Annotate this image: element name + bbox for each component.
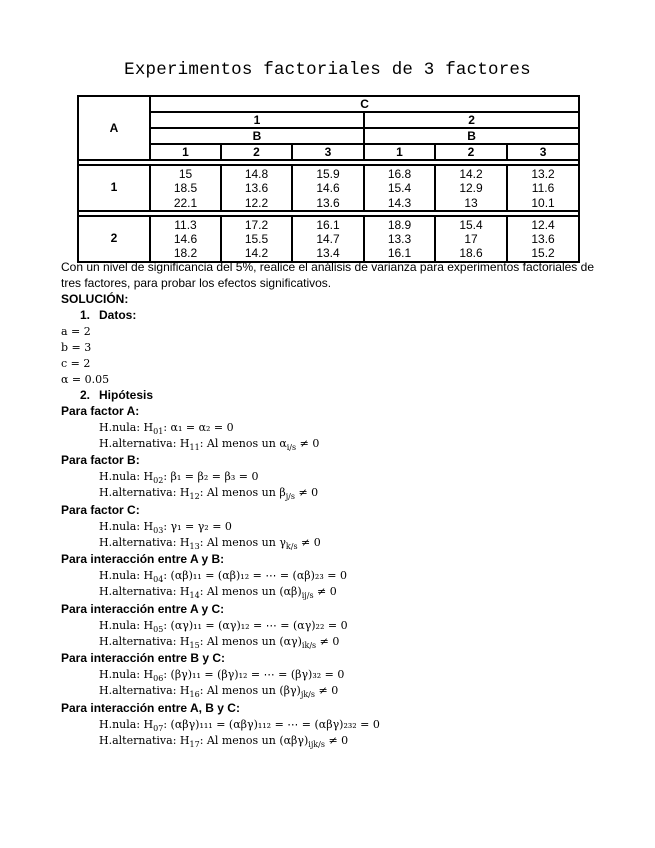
header-b-level: 3: [507, 144, 579, 160]
alternative-hypothesis: H.alternativa: $H_{11}$: Al menos un $\alpha_{i/s} \ne 0$: [99, 437, 320, 453]
data-cell: 14.8 13.6 12.2: [221, 165, 292, 211]
datos-item: b = 3: [61, 341, 92, 354]
subscript: 01: [153, 427, 164, 437]
datos-item: c = 2: [61, 357, 91, 370]
header-factor-b: B: [150, 128, 364, 144]
header-b-level: 1: [364, 144, 435, 160]
null-hypothesis: H.nula: $H_{04}$: (αβ)₁₁ = (αβ)₁₂ = ⋯ = (αβ)₂₃ = 0: [99, 569, 347, 585]
hypothesis-label: Para interacción entre A, B y C:: [61, 701, 240, 715]
data-cell: 11.3 14.6 18.2: [150, 216, 221, 262]
data-cell: 15.9 14.6 13.6: [292, 165, 364, 211]
datos-item: α = 0.05: [61, 373, 110, 386]
section-hipotesis-label: Hipótesis: [99, 388, 154, 402]
alternative-hypothesis: H.alternativa: $H_{17}$: Al menos un $(\alpha\beta\gamma)_{ijk/s} \ne 0$: [99, 734, 349, 750]
header-b-level: 1: [150, 144, 221, 160]
subscript: ik/s: [301, 641, 317, 651]
section-datos-label: Datos:: [99, 308, 137, 322]
data-cell: 15.4 17 18.6: [435, 216, 507, 262]
hypothesis-label: Para interacción entre B y C:: [61, 651, 226, 665]
header-factor-a: A: [78, 96, 150, 160]
header-factor-c: C: [150, 96, 579, 112]
data-cell: 13.2 11.6 10.1: [507, 165, 579, 211]
section-number: 1.: [80, 308, 91, 322]
subscript: k/s: [285, 542, 298, 552]
header-b-level: 2: [435, 144, 507, 160]
hypothesis-label: Para interacción entre A y B:: [61, 552, 225, 566]
header-c-level-1: 1: [150, 112, 364, 128]
hypothesis-label: Para factor A:: [61, 404, 140, 418]
subscript: 13: [189, 542, 200, 552]
alternative-hypothesis: H.alternativa: $H_{12}$: Al menos un $\beta_{j/s} \ne 0$: [99, 486, 319, 502]
page-title: Experimentos factoriales de 3 factores: [124, 60, 531, 80]
alternative-hypothesis: H.alternativa: $H_{13}$: Al menos un $\gamma_{k/s} \ne 0$: [99, 536, 321, 552]
header-b-level: 3: [292, 144, 364, 160]
null-hypothesis: H.nula: $H_{06}$: (βγ)₁₁ = (βγ)₁₂ = ⋯ = (βγ)₃₂ = 0: [99, 668, 345, 684]
data-cell: 17.2 15.5 14.2: [221, 216, 292, 262]
factorial-data-table: [77, 95, 580, 263]
data-cell: 12.4 13.6 15.2: [507, 216, 579, 262]
null-hypothesis: H.nula: $H_{03}$: γ₁ = γ₂ = 0: [99, 520, 232, 536]
subscript: 05: [153, 625, 164, 635]
row-a-level: 1: [78, 165, 150, 211]
subscript: 07: [153, 724, 164, 734]
subscript: 02: [153, 476, 164, 486]
hypothesis-label: Para factor C:: [61, 503, 140, 517]
section-number: 2.: [80, 388, 91, 402]
header-b-level: 2: [221, 144, 292, 160]
subscript: 12: [189, 492, 200, 502]
subscript: j/s: [285, 492, 295, 502]
subscript: i/s: [286, 443, 297, 453]
subscript: 11: [189, 443, 200, 453]
subscript: ij/s: [301, 591, 314, 601]
subscript: jk/s: [300, 690, 315, 700]
null-hypothesis: H.nula: $H_{01}$: α₁ = α₂ = 0: [99, 421, 234, 437]
header-factor-b: B: [364, 128, 579, 144]
null-hypothesis: H.nula: $H_{07}$: (αβγ)₁₁₁ = (αβγ)₁₁₂ = ⋯ = (αβγ)₂₃₂ = 0: [99, 718, 380, 734]
null-hypothesis: H.nula: $H_{05}$: (αγ)₁₁ = (αγ)₁₂ = ⋯ = (αγ)₂₂ = 0: [99, 619, 348, 635]
data-cell: 18.9 13.3 16.1: [364, 216, 435, 262]
subscript: ijk/s: [308, 740, 325, 750]
problem-statement: Con un nivel de significancia del 5%, realice el análisis de varianza para experimentos factoriales de tres factores, para probar los efectos significativos.: [61, 260, 594, 290]
subscript: 16: [189, 690, 200, 700]
data-cell: 15 18.5 22.1: [150, 165, 221, 211]
solution-label: SOLUCIÓN:: [61, 292, 129, 306]
null-hypothesis: H.nula: $H_{02}$: β₁ = β₂ = β₃ = 0: [99, 470, 259, 486]
alternative-hypothesis: H.alternativa: $H_{14}$: Al menos un $(\alpha\beta)_{ij/s} \ne 0$: [99, 585, 337, 601]
subscript: 14: [189, 591, 200, 601]
subscript: 04: [153, 575, 164, 585]
data-cell: 14.2 12.9 13: [435, 165, 507, 211]
table-row: [78, 216, 579, 262]
header-c-level-2: 2: [364, 112, 579, 128]
table-row: [78, 165, 579, 211]
row-a-level: 2: [78, 216, 150, 262]
subscript: 03: [153, 526, 164, 536]
hypothesis-label: Para factor B:: [61, 453, 140, 467]
subscript: 06: [153, 674, 164, 684]
subscript: 17: [189, 740, 200, 750]
datos-item: a = 2: [61, 325, 91, 338]
data-cell: 16.8 15.4 14.3: [364, 165, 435, 211]
data-cell: 16.1 14.7 13.4: [292, 216, 364, 262]
subscript: 15: [189, 641, 200, 651]
alternative-hypothesis: H.alternativa: $H_{15}$: Al menos un $(\alpha\gamma)_{ik/s} \ne 0$: [99, 635, 340, 651]
alternative-hypothesis: H.alternativa: $H_{16}$: Al menos un $(\beta\gamma)_{jk/s} \ne 0$: [99, 684, 339, 700]
hypothesis-label: Para interacción entre A y C:: [61, 602, 225, 616]
